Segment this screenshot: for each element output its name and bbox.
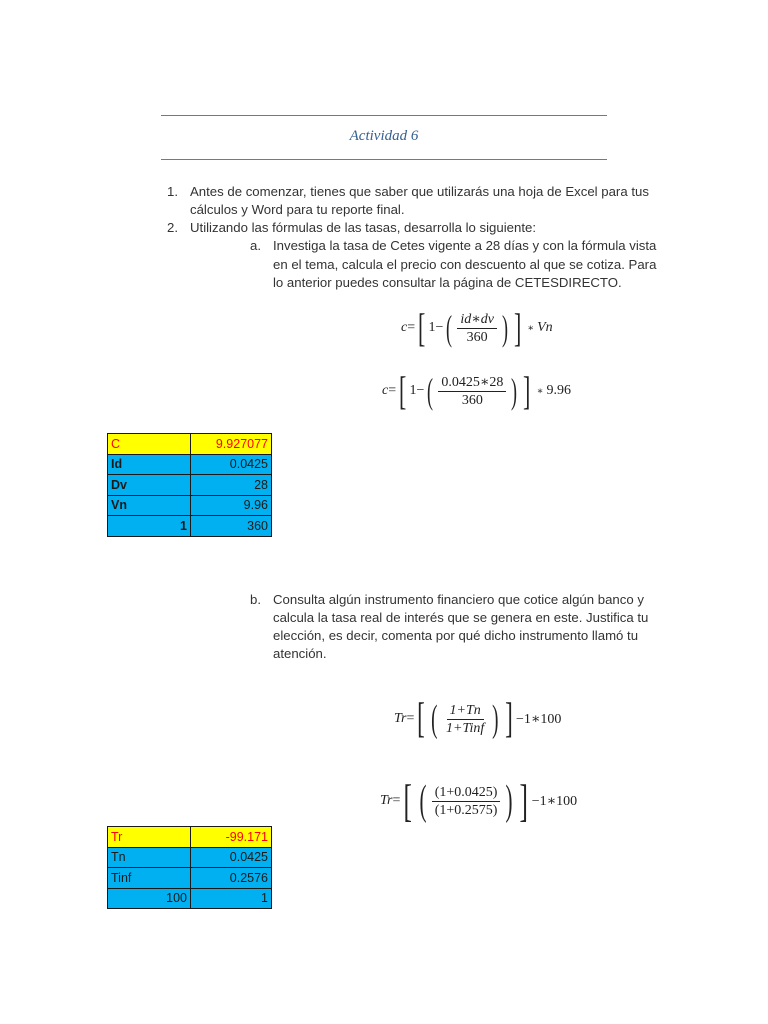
table-cell-label: 1 [108, 516, 191, 537]
list-number: 2. [167, 220, 178, 235]
formula-tail: −1∗100 [515, 711, 562, 727]
formula-lhs: c [382, 383, 389, 398]
title-rule-top [161, 115, 607, 116]
formula-denominator: 360 [466, 329, 488, 345]
sub-text-line: elección, es decir, comenta por qué dicho instrumento llamó tu [273, 628, 639, 643]
sub-text-line: Consulta algún instrumento financiero que cotice algún banco y [273, 592, 644, 607]
table-row [108, 475, 272, 496]
table-cell-label: Tn [108, 847, 191, 868]
formula-numerator: id∗dv [457, 312, 497, 329]
sub-text-line: atención. [273, 646, 327, 661]
formula-real-rate-numeric: Tr = [ ( $\frac{(1+0.0425)}{(1+0.2575)}$ ) ] −1∗100 [380, 775, 578, 826]
formula-denominator: 360 [461, 392, 483, 408]
table-cell-value: 9.927077 [191, 434, 272, 455]
table-cell-value: 360 [191, 516, 272, 537]
table-cell-value: 9.96 [191, 495, 272, 516]
formula-rhs: 9.96 [546, 383, 571, 398]
formula-equals: = [392, 793, 401, 808]
formula-real-rate-symbolic: Tr = [ ( $\frac{1+Tn}{\text{1+Tinf}}$ ) ] −1∗100 [394, 696, 562, 742]
spreadsheet-table-price [107, 433, 272, 537]
formula-times: ∗ [527, 322, 535, 334]
formula-times: ∗ [536, 385, 544, 397]
sub-text-line: en el tema, calcula el precio con descuento al que se cotiza. Para [273, 257, 657, 272]
table-cell-label: Tinf [108, 868, 191, 889]
formula-minus: − [435, 320, 444, 335]
title-rule-bottom [161, 159, 607, 160]
table-row [108, 434, 272, 455]
list-text-line: Antes de comenzar, tienes que saber que utilizarás una hoja de Excel para tus [190, 184, 649, 199]
formula-numerator: (1+0.0425) [432, 785, 501, 802]
formula-equals: = [407, 320, 416, 335]
formula-denominator: 1+Tinf [446, 720, 485, 736]
table-row [108, 516, 272, 537]
table-row [108, 847, 272, 868]
table-row [108, 495, 272, 516]
table-cell-value: 0.0425 [191, 454, 272, 475]
list-number: 1. [167, 184, 178, 199]
table-row [108, 454, 272, 475]
spreadsheet-table-real-rate [107, 826, 272, 909]
table-cell-value: 0.2576 [191, 868, 272, 889]
formula-lhs: Tr [394, 711, 407, 726]
formula-rhs: Vn [537, 320, 553, 335]
sub-text-line: lo anterior puedes consultar la página de CETESDIRECTO. [273, 275, 622, 290]
formula-equals: = [388, 383, 397, 398]
table-cell-value: 0.0425 [191, 847, 272, 868]
table-cell-value: 28 [191, 475, 272, 496]
formula-price-numeric: c = [ 1 − ( $\frac{0.0425∗28}{360}$ ) ] ∗ 9.96 [382, 368, 571, 413]
table-row [108, 827, 272, 848]
sub-letter: b. [250, 592, 261, 607]
table-cell-label: Id [108, 454, 191, 475]
formula-lhs: Tr [380, 793, 393, 808]
sub-text-line: Investiga la tasa de Cetes vigente a 28 días y con la fórmula vista [273, 238, 657, 253]
table-row [108, 868, 272, 889]
table-cell-value: 1 [191, 888, 272, 909]
table-cell-value: -99.171 [191, 827, 272, 848]
table-cell-label: 100 [108, 888, 191, 909]
sub-letter: a. [250, 238, 261, 253]
formula-equals: = [406, 711, 415, 726]
table-row [108, 888, 272, 909]
formula-numerator: 0.0425∗28 [438, 375, 506, 392]
formula-minus: − [416, 383, 425, 398]
table-cell-label: C [108, 434, 191, 455]
formula-lhs: c [401, 320, 408, 335]
table-cell-label: Dv [108, 475, 191, 496]
formula-denominator: (1+0.2575) [434, 802, 498, 818]
table-cell-label: Vn [108, 495, 191, 516]
list-text-line: cálculos y Word para tu reporte final. [190, 202, 405, 217]
formula-one: 1 [428, 320, 436, 335]
formula-numerator: 1+Tn [447, 703, 484, 720]
sub-text-line: calcula la tasa real de interés que se genera en este. Justifica tu [273, 610, 649, 625]
formula-one: 1 [409, 383, 417, 398]
table-cell-label: Tr [108, 827, 191, 848]
formula-tail: −1∗100 [531, 793, 578, 809]
list-text-line: Utilizando las fórmulas de las tasas, desarrolla lo siguiente: [190, 220, 536, 235]
document-title: Actividad 6 [349, 128, 419, 144]
formula-price-symbolic: c = [ 1 − ( $\frac{id∗dv}{360}$ ) ] ∗ Vn [401, 305, 553, 350]
